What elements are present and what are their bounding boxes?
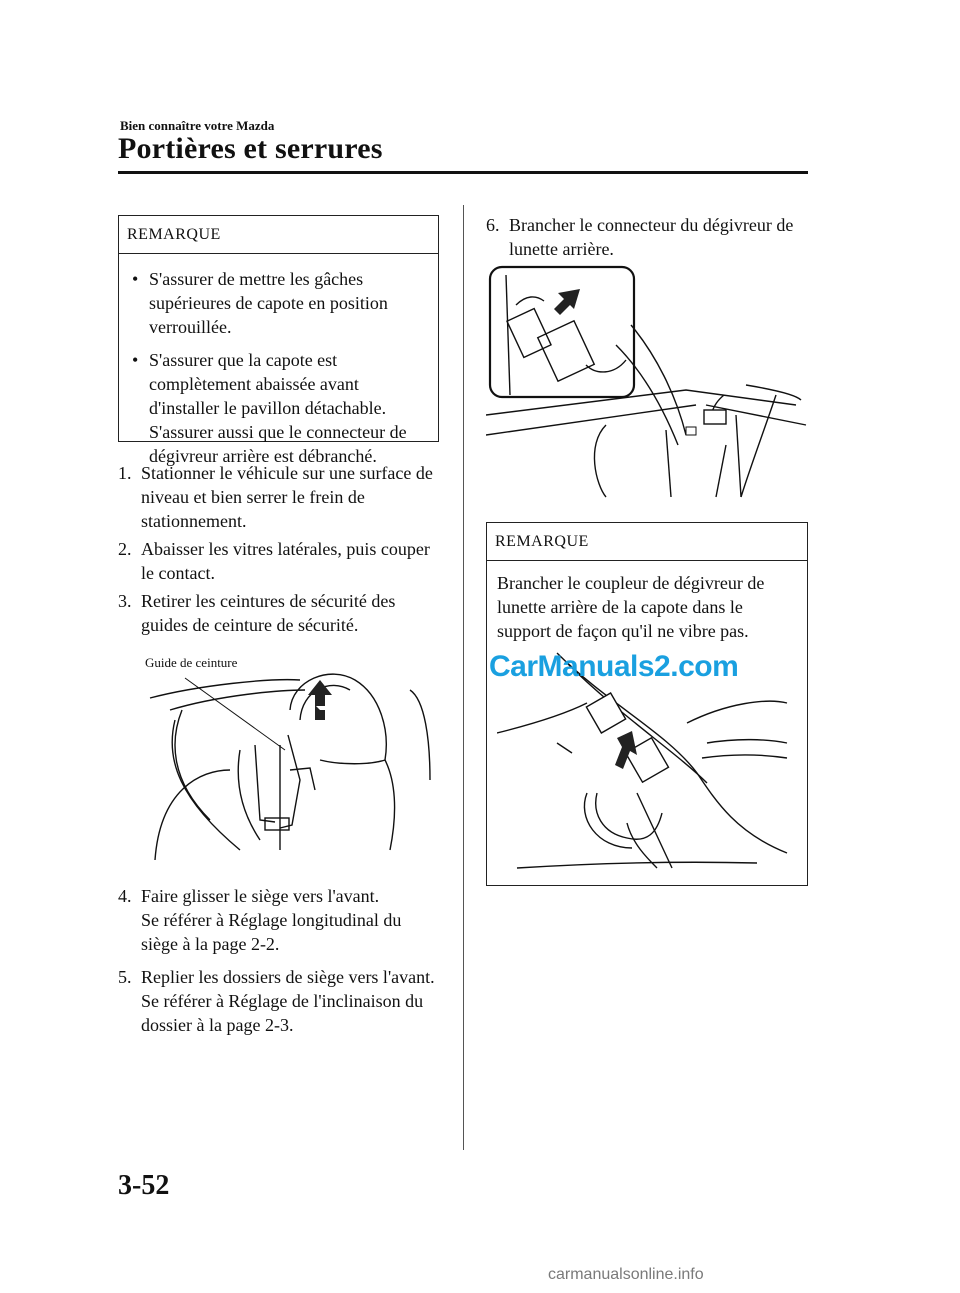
step-text: Replier les dossiers de siège vers l'avant. xyxy=(141,967,435,987)
step-number: 3. xyxy=(118,591,132,611)
connector-illustration xyxy=(486,265,808,500)
step-5 xyxy=(118,965,440,1037)
header-rule xyxy=(118,171,808,174)
note-box-1 xyxy=(118,215,439,466)
step-text: Retirer les ceintures de sécurité des guides de ceinture de sécurité. xyxy=(141,591,396,635)
column-divider xyxy=(463,205,464,1150)
bullet-dot-icon: • xyxy=(132,350,139,370)
step-number: 6. xyxy=(486,215,500,235)
figure-label: Guide de ceinture xyxy=(145,655,238,670)
step-number: 2. xyxy=(118,539,132,559)
note-bullet xyxy=(119,348,432,468)
section-label: Bien connaître votre Mazda xyxy=(120,118,275,133)
step-reference: Se référer à Réglage de l'inclinaison du dossier à la page 2-3. xyxy=(141,991,424,1035)
note-bullet xyxy=(119,267,432,339)
step-number: 5. xyxy=(118,967,132,987)
page-number: 3-52 xyxy=(118,1170,170,1201)
note-bullet-text: S'assurer que la capote est complètement abaissée avant d'installer le pavillon détachable. S'assurer aussi que le connecteur de dégivreur arrière est débranché. xyxy=(149,350,407,466)
step-text: Abaisser les vitres latérales, puis couper le contact. xyxy=(141,539,430,583)
defroster-connector-figure xyxy=(486,265,808,500)
seat-belt-guide-figure xyxy=(140,650,440,872)
note-title: REMARQUE xyxy=(119,216,438,254)
step-6 xyxy=(486,213,808,261)
step-2 xyxy=(118,537,440,585)
step-number: 4. xyxy=(118,886,132,906)
step-number: 1. xyxy=(118,463,132,483)
step-reference: Se référer à Réglage longitudinal du siège à la page 2-2. xyxy=(141,910,402,954)
seat-belt-illustration xyxy=(140,650,440,872)
bullet-dot-icon: • xyxy=(132,269,139,289)
note-text: Brancher le coupleur de dégivreur de lunette arrière de la capote dans le support de façon qu'il ne vibre pas. xyxy=(497,573,765,641)
step-text: Brancher le connecteur du dégivreur de lunette arrière. xyxy=(509,215,794,259)
step-1 xyxy=(118,461,440,533)
carmanualsonline-watermark: carmanualsonline.info xyxy=(548,1266,704,1283)
step-text: Faire glisser le siège vers l'avant. xyxy=(141,886,380,906)
step-text: Stationner le véhicule sur une surface de niveau et bien serrer le frein de stationnement. xyxy=(141,463,433,531)
note-title: REMARQUE xyxy=(487,523,807,561)
step-4 xyxy=(118,884,440,956)
note-bullet-text: S'assurer de mettre les gâches supérieures de capote en position verrouillée. xyxy=(149,269,388,337)
chapter-title: Portières et serrures xyxy=(118,132,383,165)
carmanuals-watermark: CarManuals2.com xyxy=(489,650,739,683)
note-box-2 xyxy=(486,522,808,886)
step-3 xyxy=(118,589,440,637)
